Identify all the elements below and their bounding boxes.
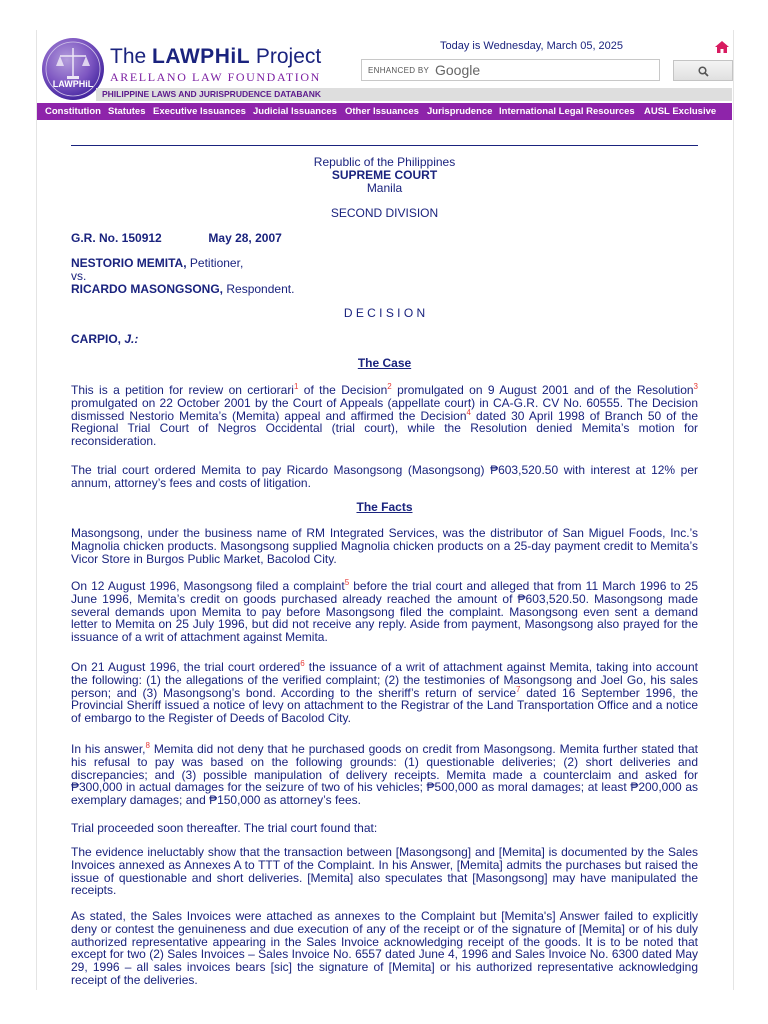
doc-decision-label: D E C I S I O N bbox=[343, 306, 426, 320]
search-enhanced-label: ENHANCED BY bbox=[368, 66, 430, 75]
brand-name: LAWPHiL bbox=[152, 45, 251, 68]
doc-court: SUPREME COURT bbox=[331, 168, 438, 182]
paragraph-1 bbox=[71, 384, 698, 448]
nav-international-legal-resources[interactable]: International Legal Resources bbox=[499, 106, 635, 117]
doc-respondent bbox=[71, 283, 698, 296]
brand-title[interactable] bbox=[110, 46, 321, 67]
heading-the-case: The Case bbox=[357, 356, 412, 370]
p1-text-e: dated 30 April 1998 of Branch 50 of the Regional Trial Court of Negros Occidental (trial court), while the Resolution denied Memita’s motion for reconsideration. bbox=[71, 408, 698, 449]
p4-text-a: On 12 August 1996, Masongsong filed a complaint bbox=[71, 579, 345, 593]
logo-text: LAWPHiL bbox=[52, 79, 94, 89]
brand-prefix: The bbox=[110, 45, 147, 68]
paragraph-8-quote: The evidence ineluctably show that the transaction between [Masongsong] and [Memita] is documented by the Sales Invoices annexed as Annexes A to TTT of the Complaint. In his Answer, [Memita] admits the purchases but raised the issue of questionable and short deliveries. [Memita] also speculates that [Masongsong] may have manipulated the receipts. bbox=[71, 845, 698, 898]
search-icon bbox=[698, 66, 709, 77]
p1-text-a: This is a petition for review on certiorari bbox=[71, 383, 294, 397]
nav-executive-issuances[interactable]: Executive Issuances bbox=[153, 106, 246, 117]
header-rule bbox=[71, 145, 698, 146]
paragraph-9-quote: As stated, the Sales Invoices were attached as annexes to the Complaint but [Memita's] Answer failed to explicitly deny or contest the genuineness and due execution of any of the receipt or of the signature of [Memita] or of his duly authorized representative appearing in the Sales Invoice acknowledging receipt of the goods. It is to be noted that except for two (2) Sales Invoices – Sales Invoice No. 6557 dated June 4, 1996 and Sales Invoice No. 6300 dated May 29, 1996 – all sales invoices bears [sic] the signature of [Memita] or his authorized representative acknowledging receipt of the deliveries. bbox=[71, 909, 698, 987]
doc-gr-no: G.R. No. 150912 bbox=[71, 231, 162, 245]
main-nav bbox=[37, 103, 732, 120]
doc-division: SECOND DIVISION bbox=[330, 206, 439, 220]
respondent-name: RICARDO MASONGSONG, bbox=[71, 282, 224, 296]
ponente-suffix: J.: bbox=[124, 332, 139, 346]
p1-text-d: promulgated on 22 October 2001 by the Court of Appeals (appellate court) in CA-G.R. CV No. 60555. The Decision dismissed Nestorio Memita’s (Memita) appeal and affirmed the Decision bbox=[71, 395, 698, 423]
search-input[interactable] bbox=[361, 59, 660, 81]
footnote-link-4[interactable]: 4 bbox=[466, 407, 471, 417]
nav-judicial-issuances[interactable]: Judicial Issuances bbox=[253, 106, 337, 117]
p5-text-a: On 21 August 1996, the trial court ordered bbox=[71, 660, 301, 674]
footnote-link-5[interactable]: 5 bbox=[344, 578, 350, 587]
paragraph-4 bbox=[71, 580, 698, 644]
doc-date: May 28, 2007 bbox=[208, 231, 282, 245]
p5-text-b: the issuance of a writ of attachment against Memita, taking into account the following: (1) the allegations of the verified complaint; (2) the testimonies of Masongsong and Joel Go, his sales person; and (3) Masongsong’s bond. According to the sheriff’s return of service bbox=[71, 660, 698, 700]
respondent-role: Respondent. bbox=[226, 282, 295, 296]
doc-ponente bbox=[71, 333, 698, 346]
doc-vs: vs. bbox=[71, 269, 87, 283]
nav-other-issuances[interactable]: Other Issuances bbox=[345, 106, 419, 117]
doc-case-number-line bbox=[71, 232, 698, 245]
nav-constitution[interactable]: Constitution bbox=[45, 106, 101, 117]
footnote-link-2[interactable]: 2 bbox=[387, 382, 392, 391]
doc-republic: Republic of the Philippines bbox=[313, 155, 456, 169]
nav-jurisprudence[interactable]: Jurisprudence bbox=[427, 106, 493, 117]
paragraph-6 bbox=[71, 743, 698, 807]
search-brand: Google bbox=[435, 62, 481, 78]
footnote-link-7[interactable]: 7 bbox=[516, 684, 521, 694]
paragraph-3: Masongsong, under the business name of RM Integrated Services, was the distributor of San Miguel Foods, Inc.’s Magnolia chicken products. Masongsong supplied Magnolia chicken products on a 25-day payment credit to Memita’s Vicor Store in Burgos Public Market, Bacolod City. bbox=[71, 526, 698, 566]
petitioner-name: NESTORIO MEMITA, bbox=[71, 256, 187, 270]
databank-label: PHILIPPINE LAWS AND JURISPRUDENCE DATABANK bbox=[102, 89, 321, 99]
footnote-link-3[interactable]: 3 bbox=[693, 382, 698, 391]
p1-text-b: of the Decision bbox=[298, 383, 388, 397]
footnote-link-6[interactable]: 6 bbox=[300, 659, 305, 668]
footnote-link-1[interactable]: 1 bbox=[293, 382, 299, 391]
paragraph-7: Trial proceeded soon thereafter. The trial court found that: bbox=[71, 821, 378, 835]
doc-petitioner bbox=[71, 257, 698, 270]
home-icon[interactable] bbox=[714, 40, 730, 54]
brand-subtitle: ARELLANO LAW FOUNDATION bbox=[110, 70, 321, 84]
p4-text-b: before the trial court and alleged that from 11 March 1996 to 25 June 1996, Memita’s credit on goods purchased already reached the amount of ₱603,520.50. Masongsong made several demands upon Memita to pay before Masongsong filed the complaint. Masongsong even sent a demand letter to Memita on 25 July 1996, but did not receive any reply. Aside from payment, Masongsong also prayed for the issuance of a writ of attachment against Memita. bbox=[71, 579, 698, 645]
ponente-name: CARPIO, bbox=[71, 332, 122, 346]
p5-text-c: dated 16 September 1996, the Provincial Sheriff issued a notice of levy on attachment to the Registrar of the Land Transportation Office and a notice of embargo to the Register of Deeds of Bacolod City. bbox=[71, 685, 698, 726]
paragraph-5 bbox=[71, 661, 698, 725]
brand-suffix: Project bbox=[255, 45, 322, 68]
heading-the-facts: The Facts bbox=[356, 500, 413, 514]
nav-statutes[interactable]: Statutes bbox=[108, 106, 146, 117]
search-button[interactable] bbox=[673, 60, 733, 81]
p6-text-b: Memita did not deny that he purchased goods on credit from Masongsong. Memita further stated that his refusal to pay was based on the following grounds: (1) questionable deliveries; (2) short deliveries and discrepancies; and (3) possible manipulation of delivery receipts. Memita made a counterclaim and asked for ₱300,000 in actual damages for the seizure of two of his vehicles; ₱500,000 as moral damages; at least ₱200,000 as exemplary damages; and ₱150,000 as attorney’s fees. bbox=[71, 742, 699, 808]
nav-ausl-exclusive[interactable]: AUSL Exclusive bbox=[644, 106, 717, 117]
footnote-link-8[interactable]: 8 bbox=[145, 741, 150, 750]
doc-city: Manila bbox=[366, 181, 403, 195]
p1-text-c: promulgated on 9 August 2001 and of the Resolution bbox=[391, 383, 694, 397]
paragraph-2: The trial court ordered Memita to pay Ricardo Masongsong (Masongsong) ₱603,520.50 with interest at 12% per annum, attorney’s fees and costs of litigation. bbox=[71, 463, 698, 490]
today-date: Today is Wednesday, March 05, 2025 bbox=[440, 40, 624, 52]
p6-text-a: In his answer, bbox=[71, 742, 146, 756]
petitioner-role: Petitioner, bbox=[189, 256, 244, 270]
